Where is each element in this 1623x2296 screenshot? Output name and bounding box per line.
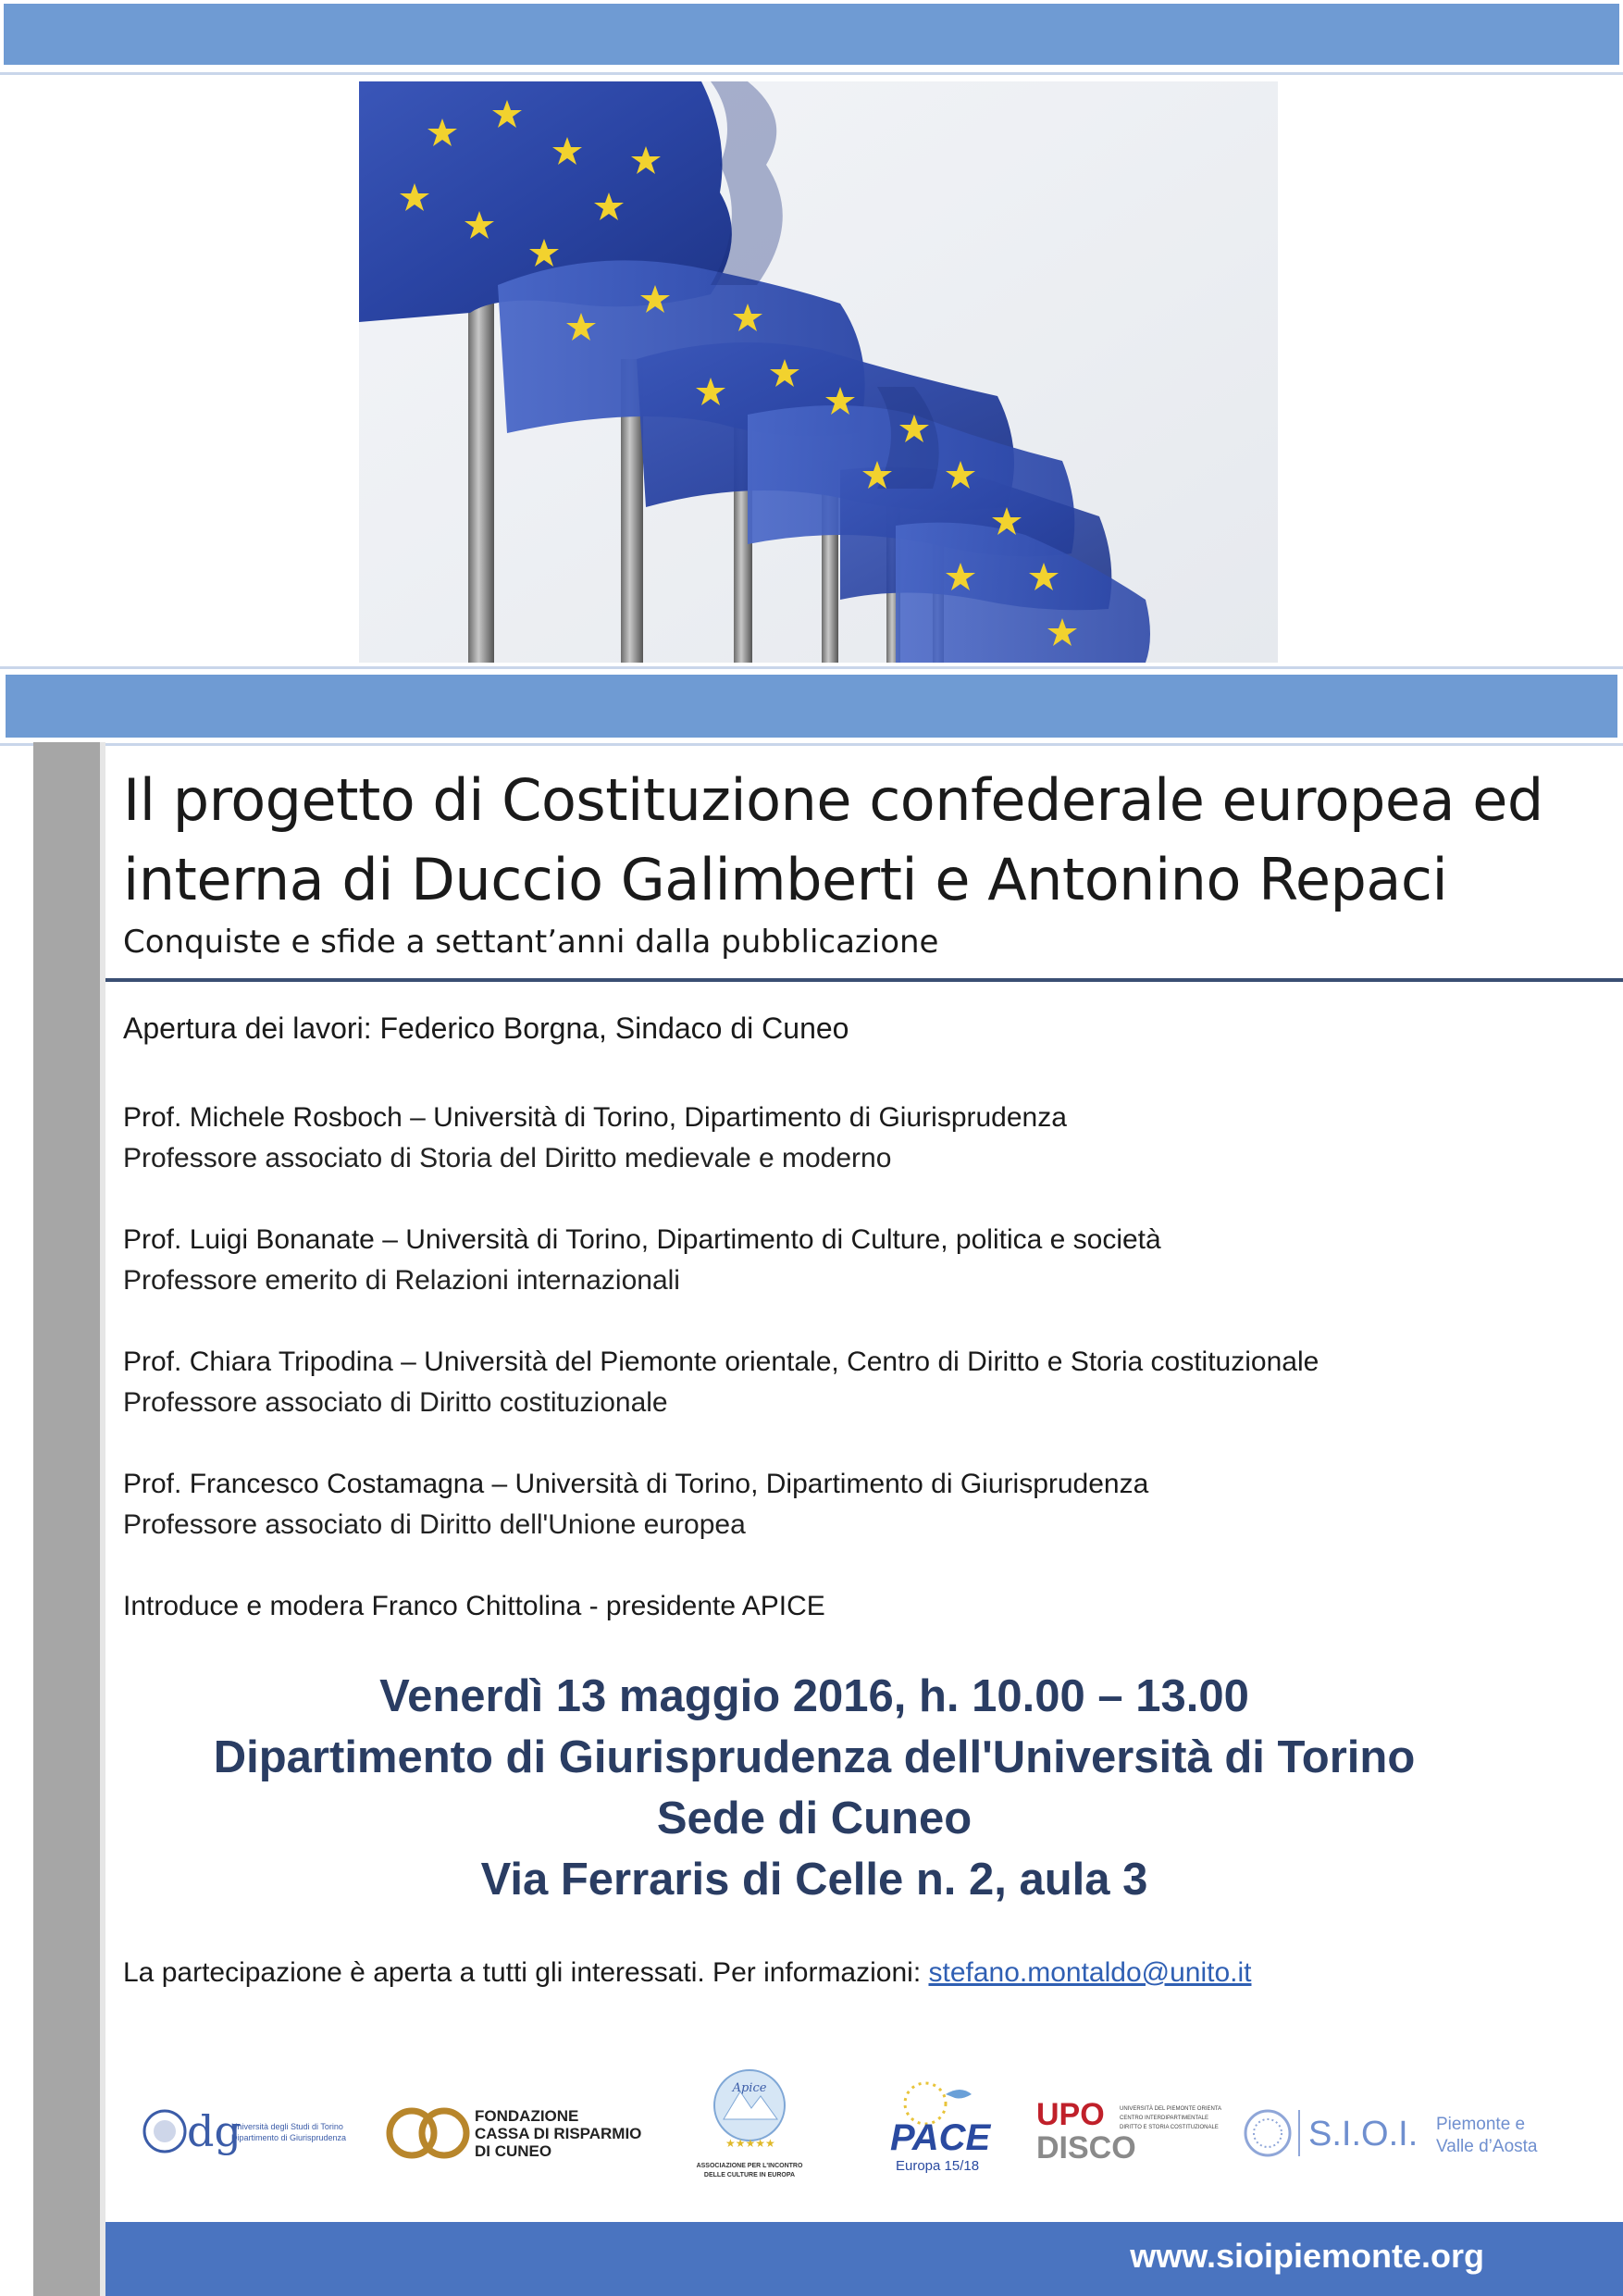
upo-logo-line-3: DIRITTO E STORIA COSTITUZIONALE <box>1120 2125 1219 2130</box>
dg-unito-logo <box>139 2096 352 2170</box>
eu-flags-photo <box>359 81 1278 663</box>
upo-logo-line-2: CENTRO INTERDIPARTIMENTALE <box>1120 2116 1209 2121</box>
speaker-role: Professore associato di Diritto costituzionale <box>123 1387 668 1418</box>
left-side-bar-edge <box>100 742 105 2296</box>
speaker-entry <box>123 1098 1585 1179</box>
upo-logo-line-1: UNIVERSITÀ DEL PIEMONTE ORIENTALE <box>1120 2106 1221 2112</box>
moderator-line <box>123 1586 825 1627</box>
speaker-entry <box>123 1342 1585 1423</box>
disco-logo-mark: DISCO <box>1036 2130 1136 2166</box>
dg-logo-line-2: Dipartimento di Giurisprudenza <box>231 2133 347 2142</box>
speaker-name: Prof. Francesco Costamagna – Università di Torino, Dipartimento di Giurisprudenza <box>123 1469 1149 1499</box>
participation-text: La partecipazione è aperta a <box>123 1957 483 1988</box>
speaker-name: Prof. Chiara Tripodina – Università del Piemonte orientale, Centro di Diritto e Storia costituzionale <box>123 1347 1319 1377</box>
upo-disco-logo <box>1036 2091 1221 2175</box>
speaker-role: Professore associato di Storia del Diritto medievale e moderno <box>123 1143 892 1173</box>
top-decorative-band <box>0 0 1623 75</box>
pace-logo-line-1: Europa 15/18 <box>896 2158 980 2174</box>
document-title-line-2: interna di Duccio Galimberti e Antonino Repaci <box>123 846 1448 913</box>
sioi-logo-line-1: Piemonte e <box>1436 2115 1526 2134</box>
participation-emphasis: tutti gli interessati <box>482 1957 698 1988</box>
moderator-prefix: Introduce e modera <box>123 1591 372 1621</box>
document-subtitle: Conquiste e sfide a settant’anni dalla pubblicazione <box>123 924 939 961</box>
middle-decorative-band <box>0 666 1623 746</box>
event-address: Via Ferraris di Celle n. 2, aula 3 <box>480 1855 1148 1905</box>
speaker-entry <box>123 1464 1585 1545</box>
title-block <box>123 761 1585 964</box>
footer-band <box>105 2222 1623 2296</box>
speaker-name: Prof. Luigi Bonanate – Università di Torino, Dipartimento di Culture, politica e società <box>123 1224 1161 1255</box>
upo-logo-mark: UPO <box>1036 2097 1105 2132</box>
apice-logo-line-2: DELLE CULTURE IN EUROPA <box>703 2172 796 2178</box>
pace-europa-logo <box>888 2078 1009 2179</box>
left-side-bar <box>33 742 100 2296</box>
event-venue: Dipartimento di Giurisprudenza dell'Università di Torino <box>213 1732 1416 1782</box>
fondazione-crc-logo <box>384 2101 652 2166</box>
event-site: Sede di Cuneo <box>656 1793 973 1843</box>
sioi-logo-mark: S.I.O.I. <box>1308 2115 1419 2153</box>
participation-text-2: . Per informazioni: <box>697 1957 929 1988</box>
sioi-logo <box>1240 2096 1555 2170</box>
dg-logo-mark: dg <box>187 2106 242 2156</box>
title-divider <box>105 978 1623 982</box>
document-title-line-1: Il progetto di Costituzione confederale europea ed <box>123 766 1543 834</box>
speaker-role: Professore associato di Diritto dell'Unione europea <box>123 1509 746 1540</box>
opening-remarks: Apertura dei lavori: Federico Borgna, Sindaco di Cuneo <box>123 1011 849 1045</box>
footer-website-link[interactable]: www.sioipiemonte.org <box>1130 2237 1484 2275</box>
apice-logo-mark: Apice <box>732 2081 767 2095</box>
contact-email-link[interactable]: stefano.montaldo@unito.it <box>928 1957 1252 1988</box>
document-title <box>123 761 1585 920</box>
crc-logo-line-2: CASSA DI RISPARMIO <box>475 2125 642 2142</box>
crc-logo-line-1: FONDAZIONE <box>475 2107 579 2125</box>
partner-logos <box>130 2064 1573 2203</box>
svg-text:★★★★★: ★★★★★ <box>725 2137 775 2150</box>
moderator-name: Franco Chittolina - presidente APICE <box>371 1591 825 1621</box>
speaker-entry <box>123 1220 1585 1301</box>
apice-logo-line-1: ASSOCIAZIONE PER L'INCONTRO <box>696 2163 803 2169</box>
dg-logo-line-1: Università degli Studi di Torino <box>231 2122 343 2131</box>
apice-logo <box>685 2064 814 2193</box>
speaker-name: Prof. Michele Rosboch – Università di Torino, Dipartimento di Giurisprudenza <box>123 1102 1067 1133</box>
event-details <box>130 1666 1499 1910</box>
pace-logo-mark: PACE <box>890 2117 991 2158</box>
crc-logo-line-3: DI CUNEO <box>475 2142 552 2160</box>
participation-info <box>123 1953 1251 1993</box>
event-date: Venerdì 13 maggio 2016, h. 10.00 – 13.00 <box>379 1671 1249 1721</box>
speaker-role: Professore emerito di Relazioni internazionali <box>123 1265 680 1296</box>
sioi-logo-line-2: Valle d’Aosta <box>1436 2137 1538 2156</box>
